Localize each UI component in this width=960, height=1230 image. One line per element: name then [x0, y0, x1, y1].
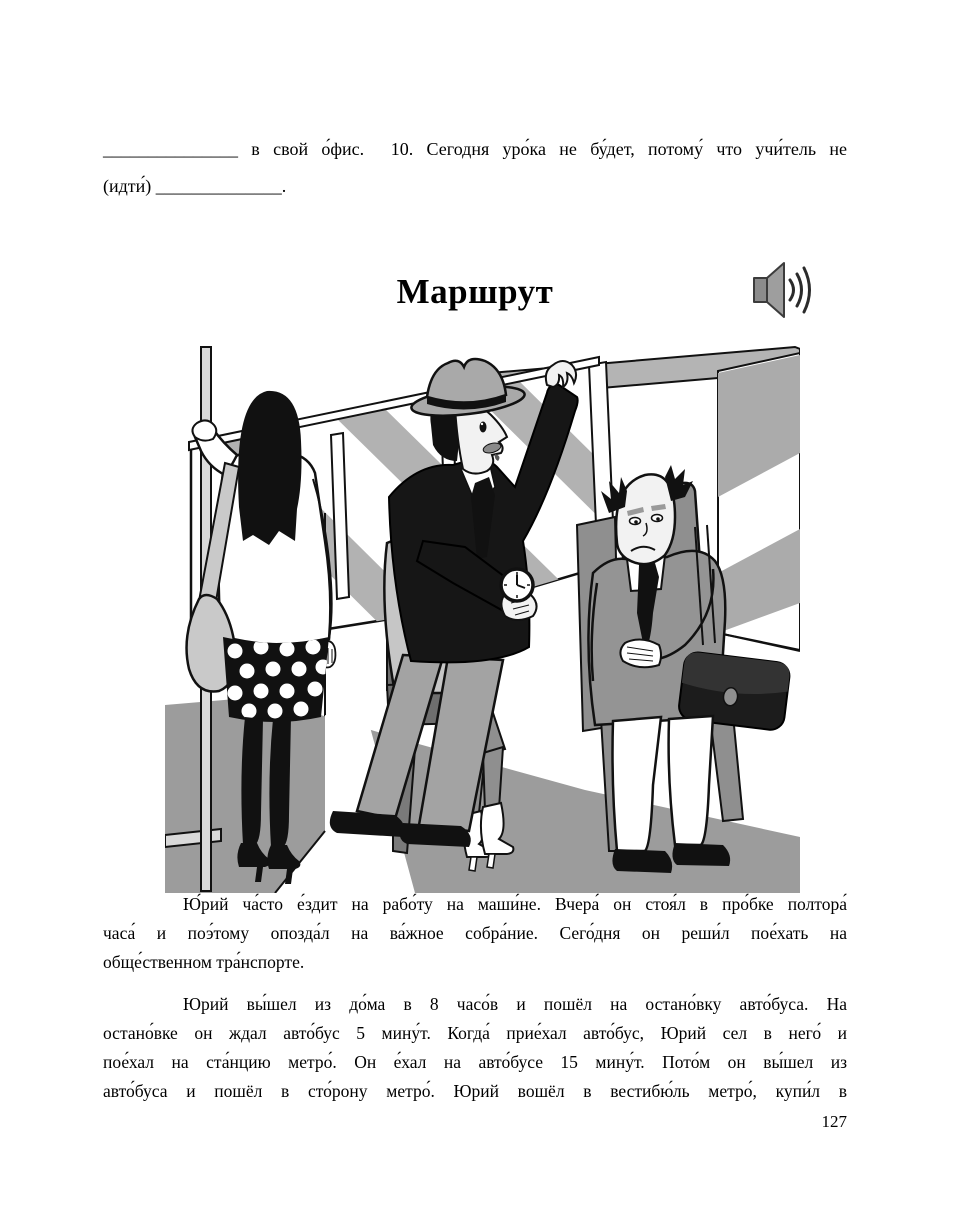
page-number: 127	[821, 1112, 847, 1131]
exercise-text	[103, 131, 847, 205]
page-title: Маршрут	[396, 272, 554, 311]
hand-on-pole	[192, 420, 216, 440]
story-paragraph-2	[103, 990, 847, 1106]
pocket-watch	[501, 569, 533, 601]
story-line: пое́хал на ста́нцию метро́. Он е́хал на авто́бусе 15 мину́т. Пото́м он вы́шел из	[103, 1052, 847, 1072]
story-line: авто́буса и пошёл в сто́рону метро́. Юрий вошёл в вестибю́ль метро́, купи́л в	[103, 1081, 847, 1101]
exercise-line: (идти́) ______________.	[103, 176, 287, 196]
story-paragraph-1	[103, 890, 847, 977]
right-wall	[718, 353, 800, 651]
story-line: обще́ственном тра́нспорте.	[103, 952, 305, 972]
long-black-hair	[238, 391, 301, 545]
audio-speaker-icon[interactable]	[752, 261, 814, 319]
story-line: остано́вке он ждал авто́бус 5 мину́т. Когда́ прие́хал авто́бус, Юрий сел в него́ и	[103, 1023, 847, 1043]
story-line: Ю́рий ча́сто е́здит на рабо́ту на маши́не. Вчера́ он стоя́л в про́бке полтора́	[183, 894, 847, 914]
story-line: Юрий вы́шел из до́ма в 8 часо́в и пошёл на остано́вку авто́буса. На	[183, 994, 847, 1014]
title-row	[103, 272, 847, 312]
story-line: часа́ и поэ́тому опозда́л на ва́жное собра́ние. Сего́дня он реши́л пое́хать на	[103, 923, 847, 943]
bus-scene-illustration	[165, 345, 800, 893]
exercise-line: _______________ в свой о́фис. 10. Сегодня уро́ка не бу́дет, потому́ что учи́тель не	[103, 139, 847, 159]
